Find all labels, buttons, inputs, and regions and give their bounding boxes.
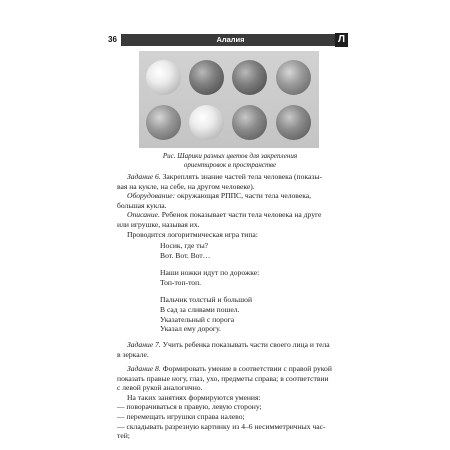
poem-line: Пальчик толстый и большой xyxy=(160,295,253,305)
task-7: Задание 7. Учить ребенка показывать части своего лица и тела в зеркале. xyxy=(117,340,330,359)
poem-line: Вот. Вот. Вот… xyxy=(160,250,211,260)
task-8-label: Задание 8. xyxy=(127,364,161,373)
chapter-letter: Л xyxy=(335,33,348,47)
poem-line: Носик, где ты? xyxy=(160,241,209,250)
list-item: тей; xyxy=(117,431,130,441)
poem-line: Указал ему дорогу. xyxy=(160,324,221,334)
equipment-label: Оборудование: xyxy=(127,191,176,201)
figure-caption: Рис. Шарики разных цветов для закрепления ориентировок в пространстве xyxy=(162,152,298,169)
ball-gray xyxy=(276,60,311,95)
list-item: — складывать разрезную картинку из 4–6 несимметричных час- xyxy=(117,421,326,431)
ball-white xyxy=(189,105,224,140)
ball-gray xyxy=(276,105,311,140)
page-number: 36 xyxy=(108,35,117,44)
ball-white xyxy=(146,60,181,95)
poem-line: Топ-топ-топ. xyxy=(160,277,202,287)
task-7-label: Задание 7. xyxy=(127,340,161,349)
poem-line: В сад за сливами пошел. xyxy=(160,304,240,314)
running-title-bar xyxy=(121,34,346,46)
list-item: — поворачиваться в правую, левую сторону; xyxy=(117,402,262,412)
task-6-label: Задание 6. xyxy=(127,172,161,181)
running-title: Алалия xyxy=(216,35,245,44)
task-8: Задание 8. Формировать умение в соответствии с правой рукой показать правые ногу, глаз, ухо, предметы справа; в соответствии с левой рукой аналогично. На таких занятиях формируются умения: — поворачиваться в правую, левую сторону; — перемещать игрушки справа налево; — складывать разрезную картинку из 4–6 несимметричных час- тей; xyxy=(117,364,365,441)
ball-dark xyxy=(189,60,224,95)
poem-line: Указательный с порога xyxy=(160,314,235,324)
page-header xyxy=(108,34,346,46)
ball-gray xyxy=(146,105,181,140)
poem-line: Наши ножки идут по дорожке: xyxy=(160,268,260,278)
list-item: — перемещать игрушки справа налево; xyxy=(117,411,245,421)
poem xyxy=(160,241,259,334)
ball-dark xyxy=(232,60,267,95)
ball-gray xyxy=(232,105,267,140)
balls-photo xyxy=(139,51,319,148)
task-6: Задание 6. Закреплять знание частей тела человека (показы- вая на кукле, на себе, на другом человеке). Оборудование: окружающая РППС, части тела человека, большая кукла. Описание. Ребенок показывает части тела человека на друге или игрушке, называя их. Проводится логоритмическая игра типа: xyxy=(117,172,322,239)
description-label: Описание. xyxy=(127,210,160,220)
